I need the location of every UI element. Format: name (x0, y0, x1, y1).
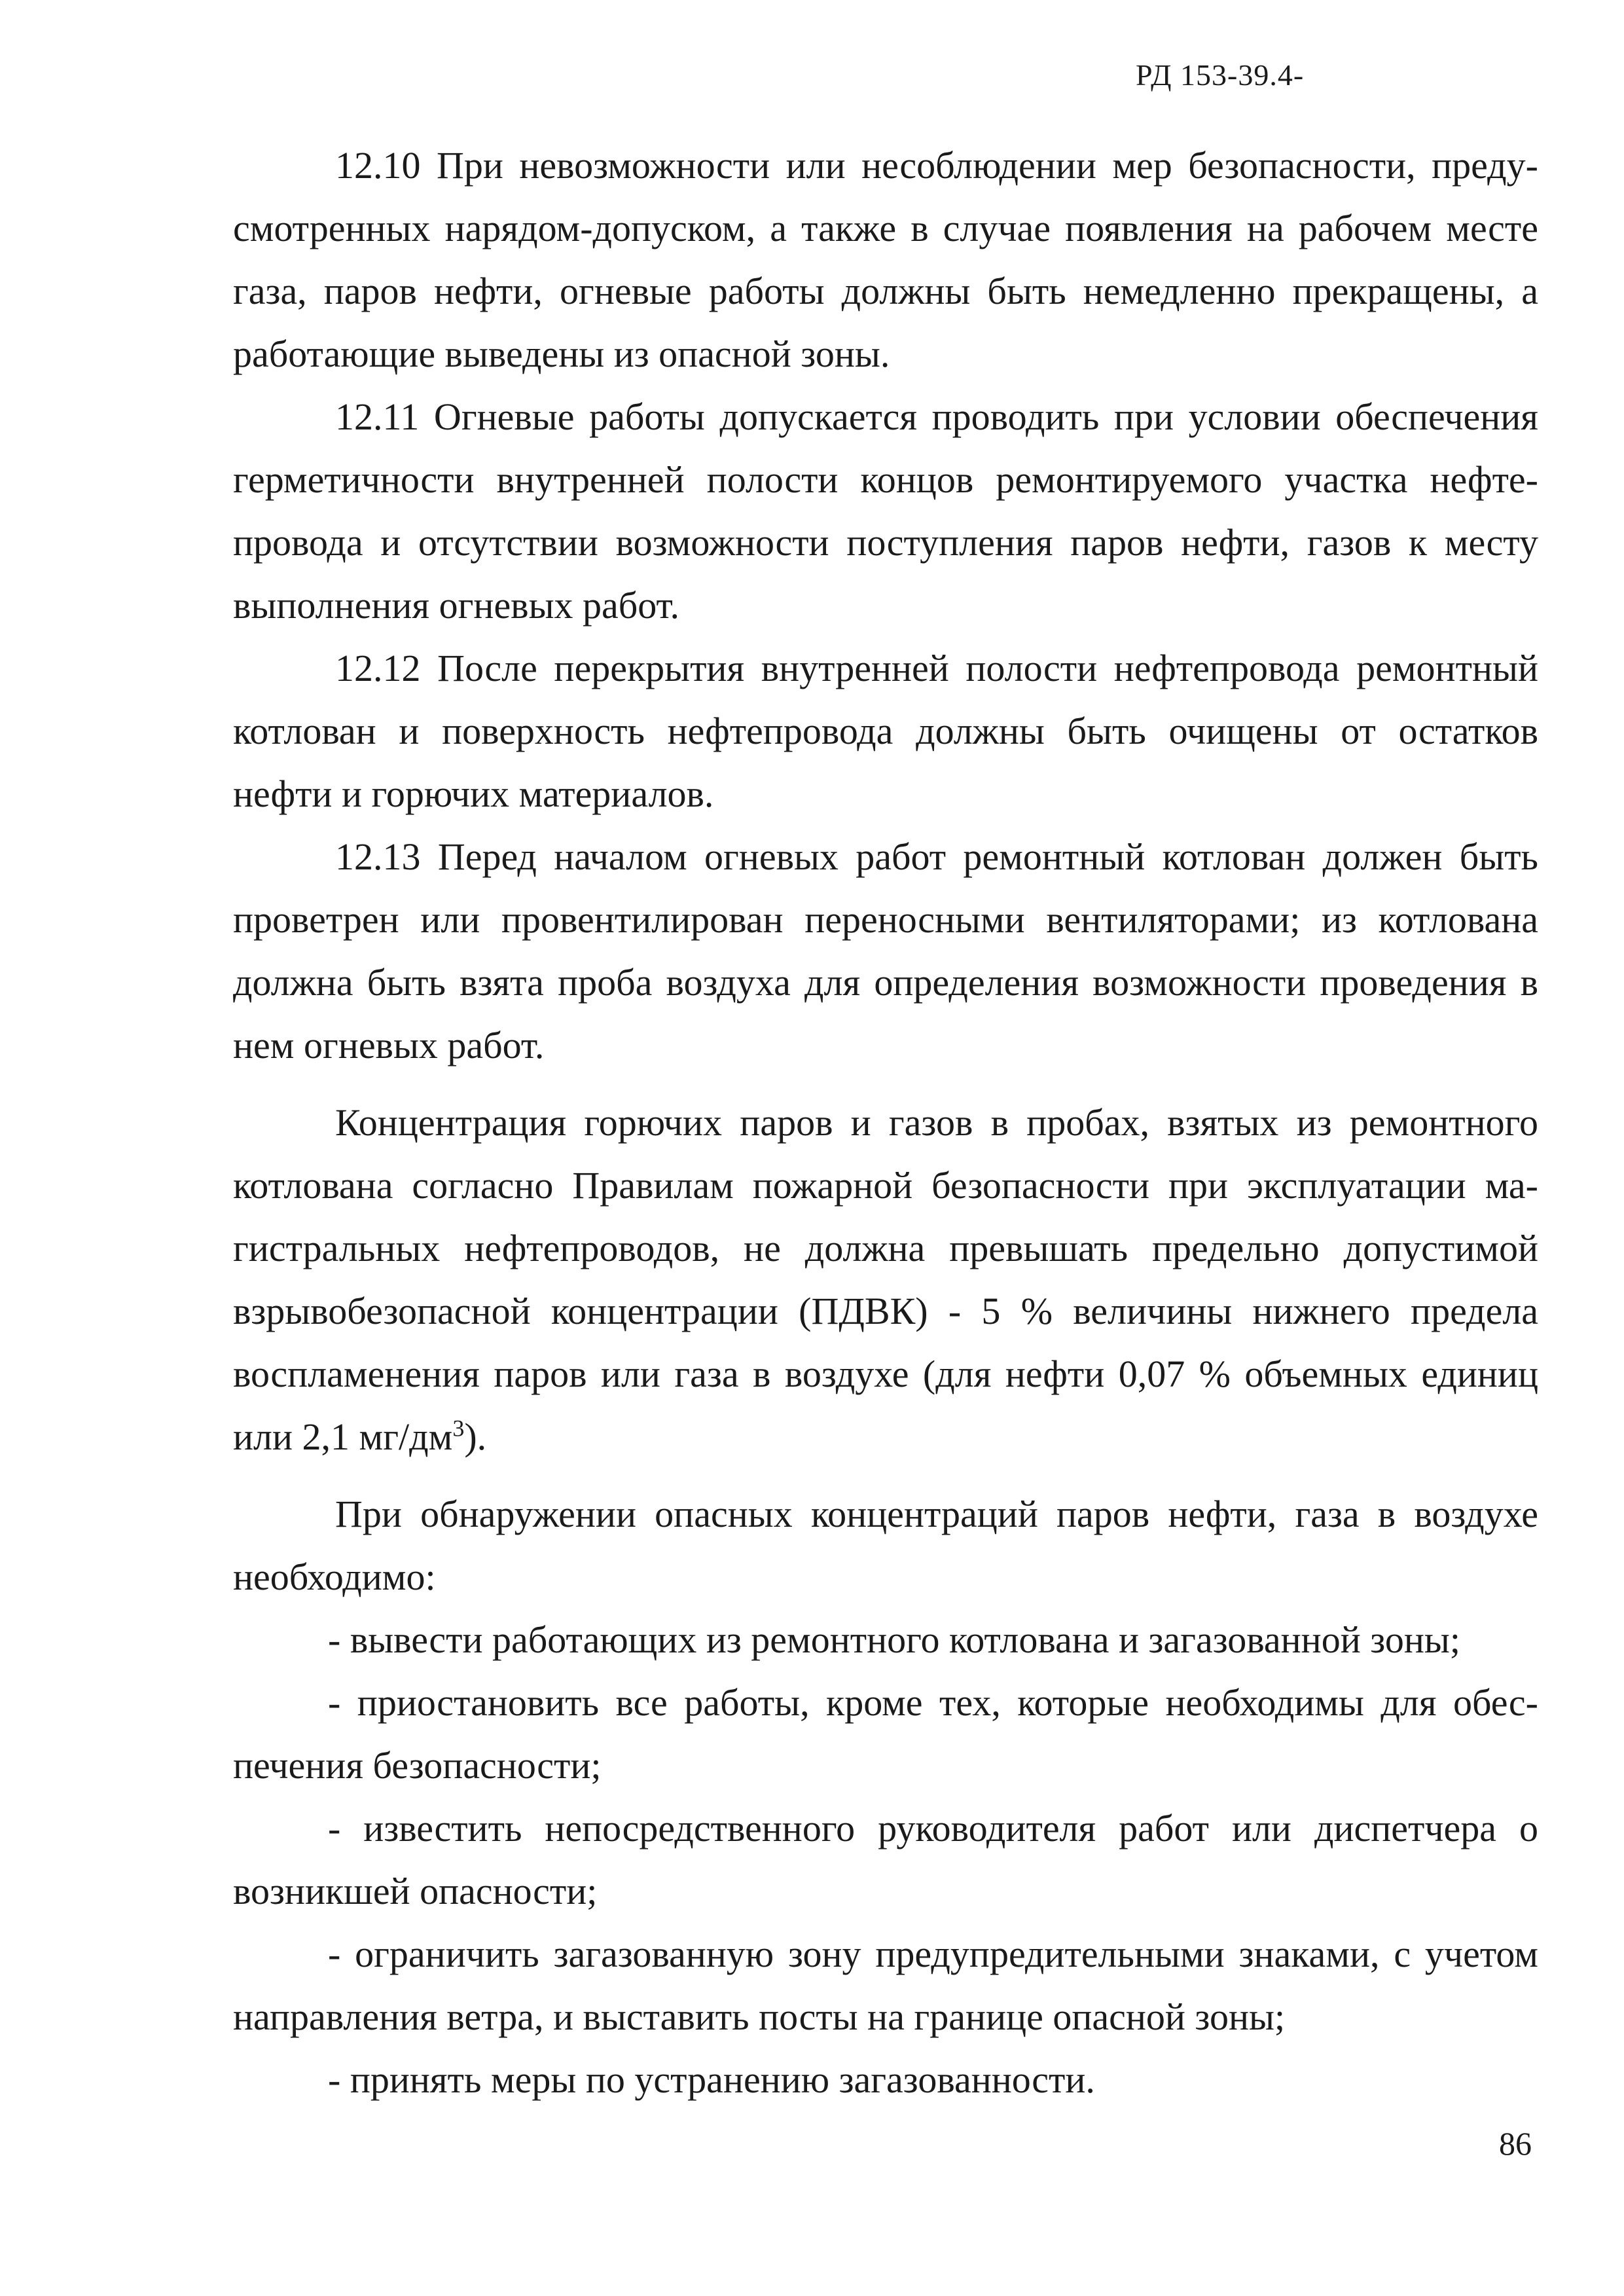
paragraph-12-11: 12.11 Огневые работы допускается проводить при условии обеспечения герметичности внутренней полости концов ремонтируемого участка нефтепровода и отсутствии возможности поступления паров нефти, газов к месту выполнения огневых работ. (233, 395, 1538, 627)
paragraph-12-10: 12.10 При невозможности или несоблюдении мер безопасности, предусмотренных нарядом-допуском, а также в случае появления на рабочем месте газа, паров нефти, огневые работы должны быть немедленно прекращены, а работающие выведены из опасной зоны. (233, 144, 1538, 375)
action-item-5: - принять меры по устранению загазованности. (328, 2058, 1095, 2101)
paragraph-detection-intro: При обнаружении опасных концентраций паров нефти, газа в воздухе необходимо: (233, 1493, 1538, 1598)
document-body (233, 134, 1538, 2111)
paragraph-12-13: 12.13 Перед началом огневых работ ремонтный котлован должен быть проветрен или провентилирован переносными вентиляторами; из котлована должна быть взята проба воздуха для определения возможности проведения в нем огневых работ. (233, 835, 1538, 1066)
document-code: РД 153-39.4- (1136, 58, 1305, 92)
page-number: 86 (1499, 2125, 1532, 2162)
paragraph-concentration (233, 1091, 1538, 1468)
concentration-end: ). (464, 1415, 487, 1458)
concentration-text: Концентрация горючих паров и газов в пробах, взятых из ремонтного котлована согласно Правилам пожарной безопасности при эксплуатации магистральных нефтепроводов, не должна превышать предельно допустимой взрывобезопасной концентрации (ПДВК) - 5 % величины нижнего предела воспламенения паров или газа в воздухе (для нефти 0,07 % объемных единиц или 2,1 мг/дм (233, 1101, 1538, 1458)
paragraph-12-12: 12.12 После перекрытия внутренней полости нефтепровода ремонтный котлован и поверхность нефтепровода должны быть очищены от остатков нефти и горючих материалов. (233, 647, 1538, 815)
action-item-2: - приостановить все работы, кроме тех, которые необходимы для обеспечения безопасности; (233, 1681, 1538, 1787)
action-item-1: - вывести работающих из ремонтного котлована и загазованной зоны; (328, 1618, 1460, 1661)
cubic-superscript: 3 (452, 1415, 465, 1442)
action-item-4: - ограничить загазованную зону предупредительными знаками, с учетом направления ветра, и выставить посты на границе опасной зоны; (233, 1933, 1538, 2038)
action-item-3: - известить непосредственного руководителя работ или диспетчера о возникшей опасности; (233, 1807, 1538, 1912)
